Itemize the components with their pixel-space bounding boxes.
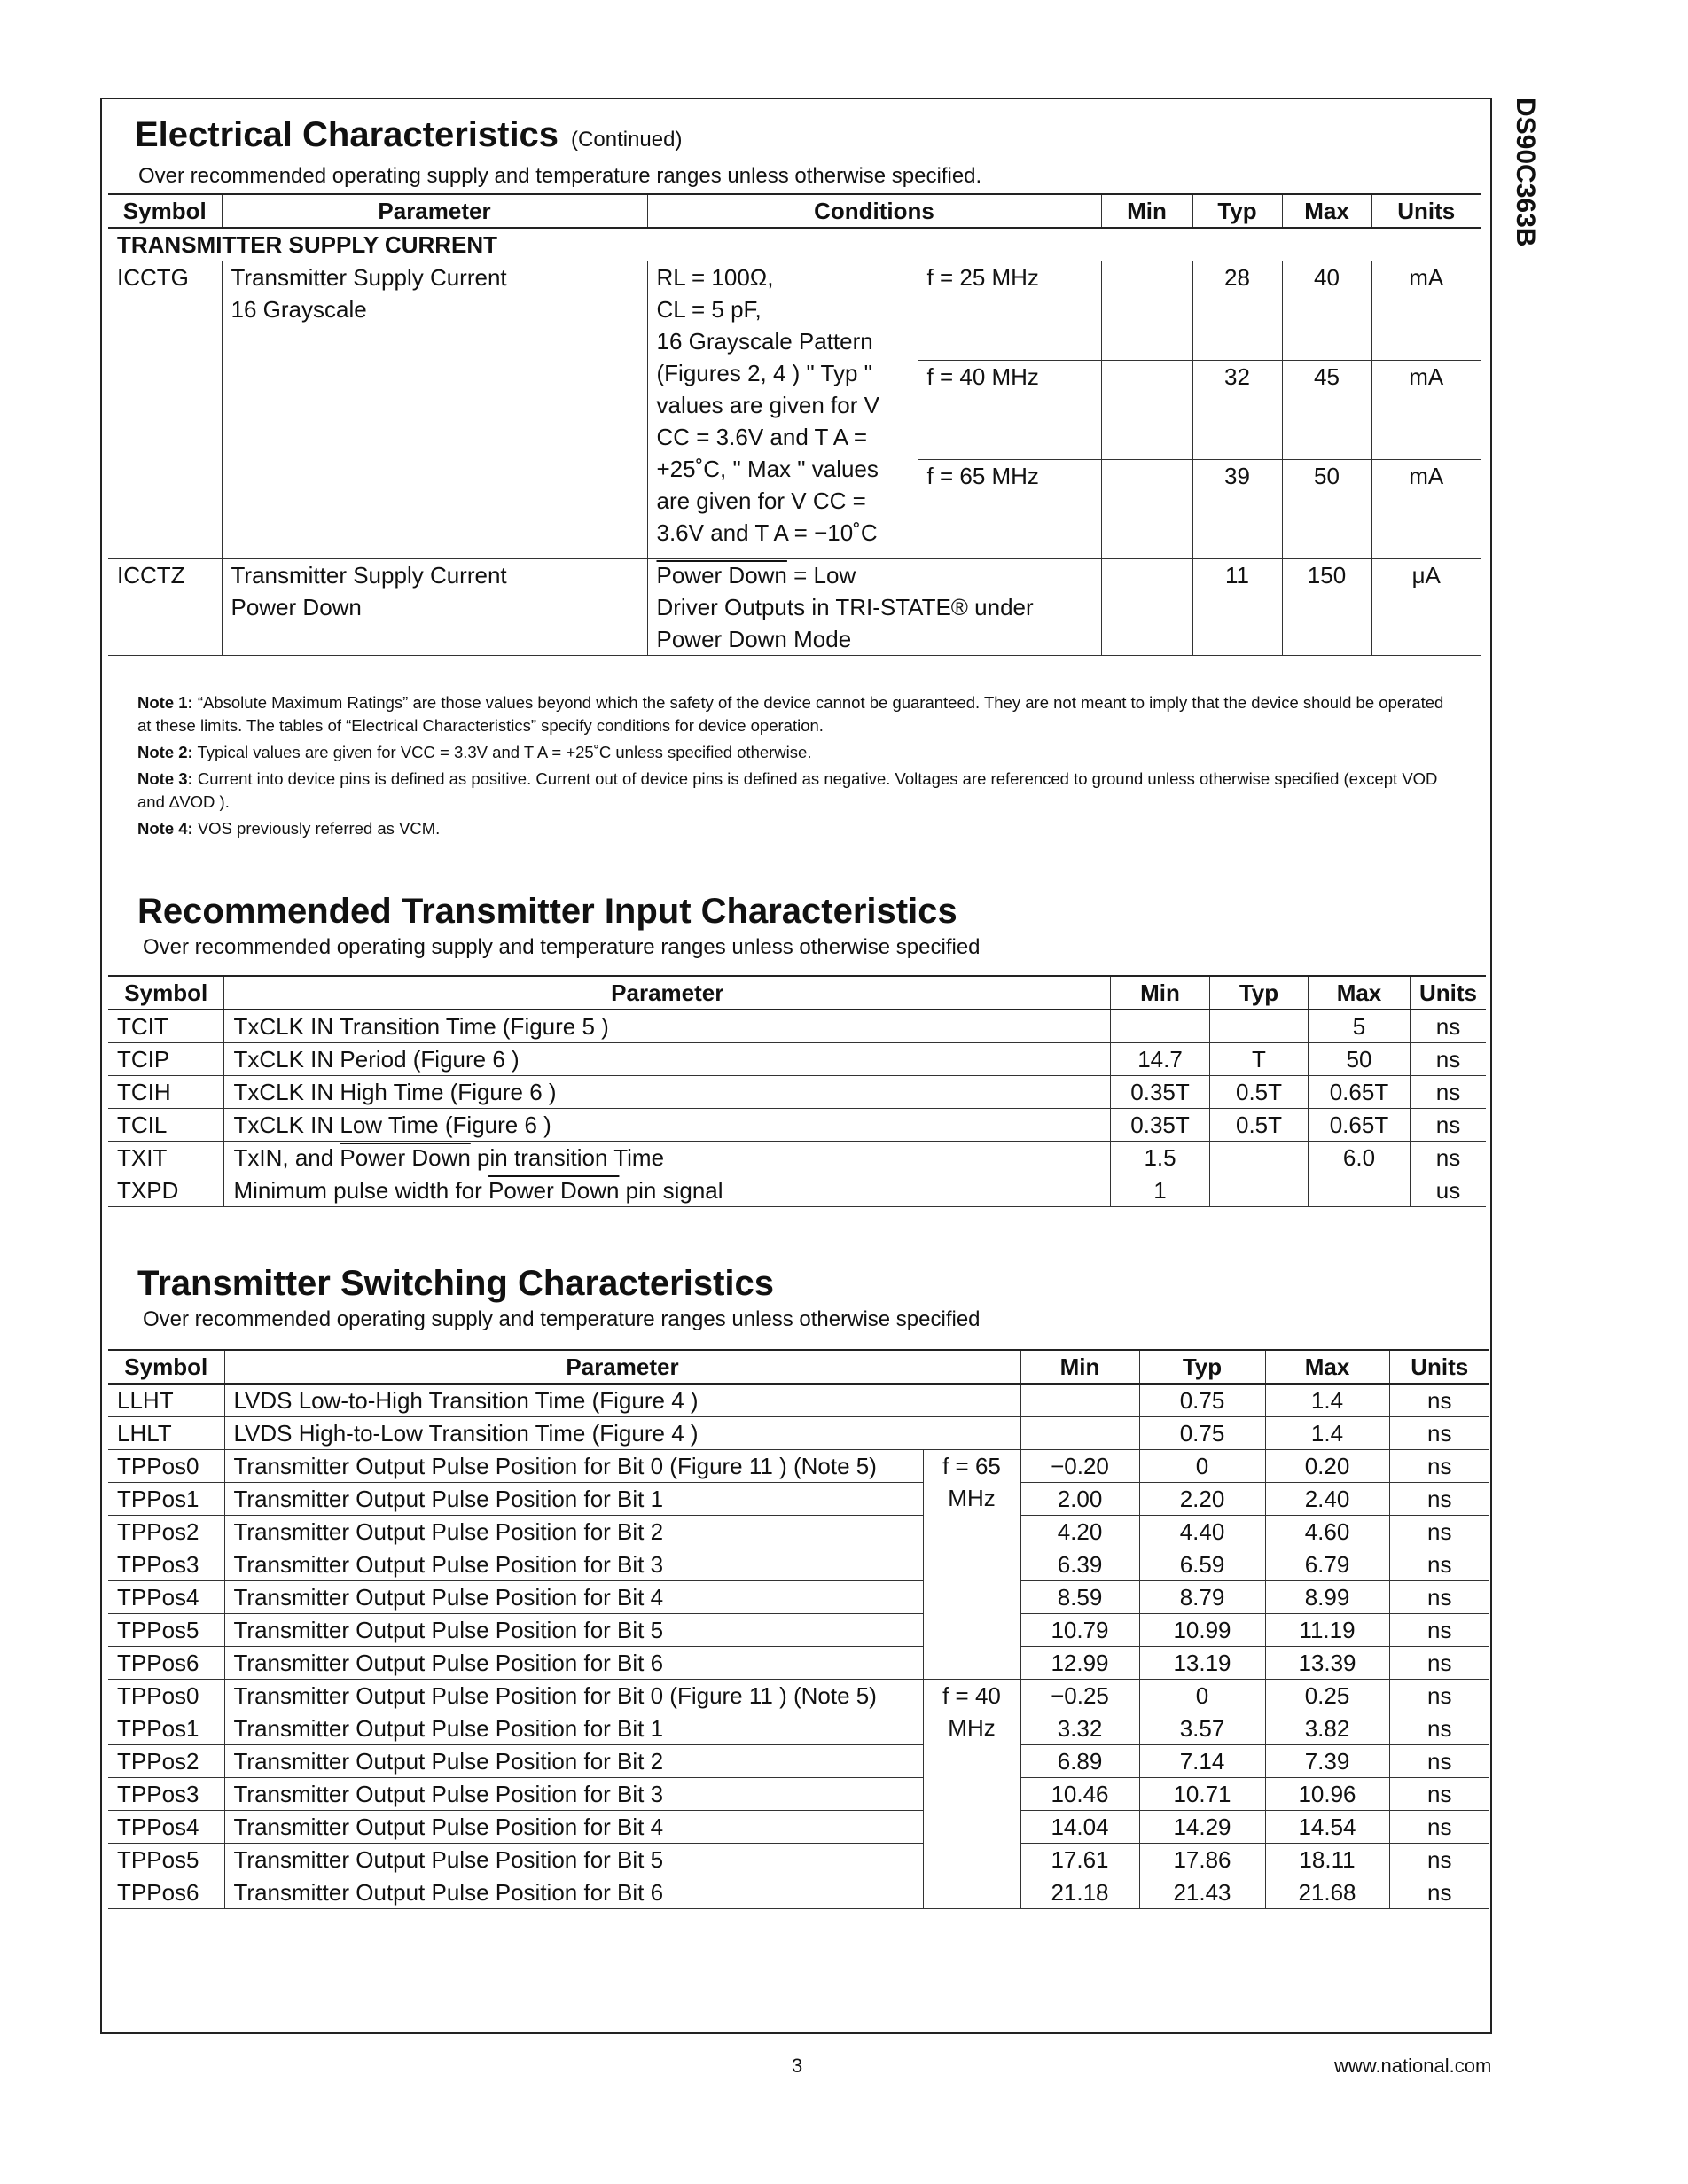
table-header-row	[108, 976, 1486, 1010]
parameter-cell: Transmitter Output Pulse Position for Bit 2	[224, 1745, 923, 1778]
note-text: “Absolute Maximum Ratings” are those values beyond which the safety of the device cannot be guaranteed. They are not meant to imply that the device should be operated at these limits. The tables of “Electrical Characteristics” specify conditions for device operation.	[137, 693, 1444, 735]
max-cell: 0.65T	[1308, 1109, 1410, 1142]
max-cell: 50	[1308, 1043, 1410, 1076]
min-cell: 21.18	[1020, 1876, 1139, 1909]
units-cell: ns	[1389, 1483, 1489, 1516]
table-row	[108, 1174, 1486, 1207]
parameter-cell: Transmitter Output Pulse Position for Bit 3	[224, 1778, 923, 1811]
units-cell: ns	[1389, 1876, 1489, 1909]
table-row	[108, 1450, 1489, 1483]
condition-line: (Figures 2, 4 ) " Typ "	[656, 360, 872, 386]
symbol-cell: LLHT	[108, 1384, 224, 1417]
parameter-cell: TxCLK IN Period (Figure 6 )	[224, 1043, 1111, 1076]
symbol-cell: TPPos3	[108, 1548, 224, 1581]
note-label: Note 2:	[137, 743, 193, 761]
col-header: Min	[1111, 976, 1210, 1010]
min-cell: 14.7	[1111, 1043, 1210, 1076]
max-cell: 11.19	[1265, 1614, 1389, 1647]
typ-cell: 0.75	[1139, 1384, 1265, 1417]
min-cell: 17.61	[1020, 1844, 1139, 1876]
parameter-cell: TxCLK IN High Time (Figure 6 )	[224, 1076, 1111, 1109]
typ-cell: 21.43	[1139, 1876, 1265, 1909]
symbol-cell: TPPos2	[108, 1745, 224, 1778]
max-cell: 6.79	[1265, 1548, 1389, 1581]
max-cell: 3.82	[1265, 1712, 1389, 1745]
min-cell: −0.20	[1020, 1450, 1139, 1483]
max-cell: 40	[1282, 261, 1372, 361]
power-down-signal: Power Down	[488, 1177, 620, 1204]
parameter-cell: Transmitter Output Pulse Position for Bit 4	[224, 1581, 923, 1614]
col-header: Parameter	[224, 1350, 1020, 1384]
typ-cell: 14.29	[1139, 1811, 1265, 1844]
typ-cell: 0	[1139, 1450, 1265, 1483]
units-cell: μA	[1372, 559, 1481, 656]
switching-characteristics-table	[108, 1349, 1489, 1909]
typ-cell: 0.75	[1139, 1417, 1265, 1450]
note	[137, 817, 1450, 840]
parameter-cell: Transmitter Output Pulse Position for Bit 1	[224, 1712, 923, 1745]
section-subtitle: Over recommended operating supply and temperature ranges unless otherwise specified	[143, 935, 981, 959]
symbol-cell: TCIL	[108, 1109, 224, 1142]
parameter-cell	[224, 1142, 1111, 1174]
min-cell	[1101, 559, 1192, 656]
units-cell: ns	[1389, 1384, 1489, 1417]
max-cell: 7.39	[1265, 1745, 1389, 1778]
symbol-cell: TPPos6	[108, 1647, 224, 1680]
parameter-cell: Transmitter Output Pulse Position for Bit 6	[224, 1876, 923, 1909]
typ-cell	[1210, 1010, 1309, 1043]
parameter-cell: Transmitter Output Pulse Position for Bit 3	[224, 1548, 923, 1581]
doc-id-sidebar	[1512, 98, 1547, 275]
units-cell: ns	[1389, 1745, 1489, 1778]
parameter-cell: Transmitter Output Pulse Position for Bit 0 (Figure 11 ) (Note 5)	[224, 1680, 923, 1712]
max-cell: 45	[1282, 361, 1372, 460]
min-cell	[1020, 1417, 1139, 1450]
units-cell: ns	[1389, 1844, 1489, 1876]
note-text: Current into device pins is defined as positive. Current out of device pins is defined as negative. Voltages are referenced to ground unless otherwise specified (except VOD and ∆VOD ).	[137, 769, 1438, 811]
table-row	[108, 1876, 1489, 1909]
units-cell: ns	[1410, 1043, 1486, 1076]
table-row	[108, 1043, 1486, 1076]
parameter-cell: LVDS High-to-Low Transition Time (Figure 4 )	[224, 1417, 1020, 1450]
condition-line: +25˚C, " Max " values	[656, 456, 879, 482]
symbol-cell: TXIT	[108, 1142, 224, 1174]
parameter-cell: LVDS Low-to-High Transition Time (Figure 4 )	[224, 1384, 1020, 1417]
table-row	[108, 1548, 1489, 1581]
min-cell	[1101, 460, 1192, 559]
parameter-text: TxIN, and	[233, 1144, 340, 1171]
table-row	[108, 1844, 1489, 1876]
symbol-cell: TPPos3	[108, 1778, 224, 1811]
parameter-line: Transmitter Supply Current	[231, 562, 507, 589]
typ-cell: 0.5T	[1210, 1109, 1309, 1142]
frequency-cell: f = 25 MHz	[918, 261, 1101, 361]
units-cell: ns	[1389, 1581, 1489, 1614]
parameter-cell: Transmitter Output Pulse Position for Bit 4	[224, 1811, 923, 1844]
condition-line: Driver Outputs in TRI-STATE® under	[656, 594, 1034, 620]
min-cell: 6.39	[1020, 1548, 1139, 1581]
col-header: Typ	[1210, 976, 1309, 1010]
condition-line: RL = 100Ω,	[656, 264, 774, 291]
units-cell: mA	[1372, 460, 1481, 559]
col-header: Max	[1265, 1350, 1389, 1384]
min-cell	[1101, 361, 1192, 460]
typ-cell: 7.14	[1139, 1745, 1265, 1778]
section-title-text: Electrical Characteristics	[135, 115, 559, 154]
parameter-cell: Transmitter Output Pulse Position for Bit 5	[224, 1844, 923, 1876]
min-cell	[1111, 1010, 1210, 1043]
table-header-row	[108, 1350, 1489, 1384]
table-row	[108, 1384, 1489, 1417]
typ-cell: 32	[1192, 361, 1282, 460]
max-cell: 1.4	[1265, 1384, 1389, 1417]
units-cell: ns	[1410, 1109, 1486, 1142]
condition-line: Power Down Mode	[656, 626, 852, 652]
units-cell: ns	[1410, 1010, 1486, 1043]
table-row	[108, 1010, 1486, 1043]
min-cell: −0.25	[1020, 1680, 1139, 1712]
section-subtitle: Over recommended operating supply and temperature ranges unless otherwise specified.	[138, 164, 982, 188]
symbol-cell: TPPos4	[108, 1581, 224, 1614]
typ-cell	[1210, 1142, 1309, 1174]
table-row	[108, 1581, 1489, 1614]
note	[137, 691, 1450, 737]
condition-line: CC = 3.6V and T A =	[656, 424, 868, 450]
section-title	[135, 113, 1465, 161]
typ-cell	[1210, 1174, 1309, 1207]
conditions-cell	[647, 261, 918, 559]
typ-cell: 28	[1192, 261, 1282, 361]
table-header-row	[108, 194, 1481, 228]
col-header: Typ	[1192, 194, 1282, 228]
table-row	[108, 1142, 1486, 1174]
parameter-text: pin signal	[619, 1177, 723, 1204]
power-down-signal: Power Down	[656, 562, 787, 589]
units-cell: ns	[1389, 1614, 1489, 1647]
parameter-cell	[222, 559, 647, 656]
min-cell: 4.20	[1020, 1516, 1139, 1548]
symbol-cell: TXPD	[108, 1174, 224, 1207]
units-cell: ns	[1410, 1142, 1486, 1174]
symbol-cell: LHLT	[108, 1417, 224, 1450]
symbol-cell: TPPos4	[108, 1811, 224, 1844]
condition-line: values are given for V	[656, 392, 879, 418]
typ-cell: 8.79	[1139, 1581, 1265, 1614]
table-row	[108, 1614, 1489, 1647]
max-cell: 13.39	[1265, 1647, 1389, 1680]
col-header: Units	[1372, 194, 1481, 228]
col-header: Units	[1389, 1350, 1489, 1384]
max-cell: 50	[1282, 460, 1372, 559]
typ-cell: 0	[1139, 1680, 1265, 1712]
col-header: Max	[1282, 194, 1372, 228]
units-cell: ns	[1389, 1778, 1489, 1811]
parameter-cell: TxCLK IN Low Time (Figure 6 )	[224, 1109, 1111, 1142]
symbol-cell: TPPos1	[108, 1483, 224, 1516]
min-cell: 8.59	[1020, 1581, 1139, 1614]
typ-cell: 4.40	[1139, 1516, 1265, 1548]
max-cell: 2.40	[1265, 1483, 1389, 1516]
frequency-line: f = 40	[942, 1682, 1001, 1709]
parameter-text: Minimum pulse width for	[233, 1177, 489, 1204]
units-cell: us	[1410, 1174, 1486, 1207]
typ-cell: 3.57	[1139, 1712, 1265, 1745]
symbol-cell: TPPos2	[108, 1516, 224, 1548]
condition-line: 3.6V and T A = −10˚C	[656, 519, 878, 546]
symbol-cell: ICCTG	[108, 261, 222, 559]
symbol-cell: TPPos1	[108, 1712, 224, 1745]
page-number: 3	[792, 2055, 803, 2077]
frequency-cell: f = 40 MHz	[918, 361, 1101, 460]
min-cell	[1020, 1384, 1139, 1417]
units-cell: ns	[1389, 1548, 1489, 1581]
symbol-cell: TPPos0	[108, 1680, 224, 1712]
footer-url: www.national.com	[1334, 2055, 1492, 2077]
condition-text: = Low	[786, 562, 856, 589]
parameter-text: pin transition Time	[470, 1144, 665, 1171]
symbol-cell: TPPos5	[108, 1844, 224, 1876]
min-cell: 2.00	[1020, 1483, 1139, 1516]
note-label: Note 1:	[137, 693, 193, 712]
typ-cell: 0.5T	[1210, 1076, 1309, 1109]
min-cell: 6.89	[1020, 1745, 1139, 1778]
note	[137, 768, 1450, 814]
units-cell: ns	[1410, 1076, 1486, 1109]
notes-block	[137, 691, 1450, 844]
max-cell: 0.20	[1265, 1450, 1389, 1483]
parameter-cell: Transmitter Output Pulse Position for Bit 6	[224, 1647, 923, 1680]
units-cell: ns	[1389, 1647, 1489, 1680]
col-header: Parameter	[222, 194, 647, 228]
condition-line: CL = 5 pF,	[656, 296, 762, 323]
table-row	[108, 1680, 1489, 1712]
min-cell: 1.5	[1111, 1142, 1210, 1174]
condition-line	[657, 559, 1092, 591]
units-cell: mA	[1372, 261, 1481, 361]
max-cell: 14.54	[1265, 1811, 1389, 1844]
parameter-cell: Transmitter Output Pulse Position for Bit 0 (Figure 11 ) (Note 5)	[224, 1450, 923, 1483]
frequency-line: MHz	[948, 1714, 996, 1741]
symbol-cell: TCIH	[108, 1076, 224, 1109]
table-row	[108, 1811, 1489, 1844]
symbol-cell: TCIT	[108, 1010, 224, 1043]
power-down-signal: Power Down	[340, 1144, 471, 1171]
table-row	[108, 1745, 1489, 1778]
col-header: Max	[1308, 976, 1410, 1010]
units-cell: ns	[1389, 1417, 1489, 1450]
section-electrical-characteristics	[135, 113, 1465, 190]
section-subtitle: Over recommended operating supply and temperature ranges unless otherwise specified	[143, 1307, 981, 1331]
col-header: Symbol	[108, 194, 222, 228]
parameter-line: Power Down	[231, 594, 362, 620]
section-title: Transmitter Switching Characteristics	[137, 1264, 775, 1303]
col-header: Parameter	[224, 976, 1111, 1010]
min-cell: 3.32	[1020, 1712, 1139, 1745]
col-header: Min	[1101, 194, 1192, 228]
units-cell: ns	[1389, 1811, 1489, 1844]
table-row	[108, 1417, 1489, 1450]
note-label: Note 4:	[137, 819, 193, 838]
frequency-line: MHz	[948, 1485, 996, 1511]
col-header: Typ	[1139, 1350, 1265, 1384]
symbol-cell: TPPos5	[108, 1614, 224, 1647]
units-cell: ns	[1389, 1450, 1489, 1483]
max-cell: 1.4	[1265, 1417, 1389, 1450]
max-cell: 18.11	[1265, 1844, 1389, 1876]
section-input-characteristics	[137, 890, 1467, 961]
typ-cell: 39	[1192, 460, 1282, 559]
group-label: TRANSMITTER SUPPLY CURRENT	[108, 228, 1481, 261]
parameter-cell: Transmitter Output Pulse Position for Bit 2	[224, 1516, 923, 1548]
col-header: Units	[1410, 976, 1486, 1010]
parameter-cell: Transmitter Output Pulse Position for Bit 5	[224, 1614, 923, 1647]
max-cell	[1308, 1174, 1410, 1207]
max-cell: 150	[1282, 559, 1372, 656]
max-cell: 5	[1308, 1010, 1410, 1043]
max-cell: 8.99	[1265, 1581, 1389, 1614]
note-text: Typical values are given for VCC = 3.3V and T A = +25˚C unless specified otherwise.	[197, 743, 812, 761]
frequency-cell	[923, 1680, 1020, 1909]
doc-id-label: DS90C363B	[1511, 98, 1540, 247]
symbol-cell: TPPos0	[108, 1450, 224, 1483]
frequency-cell: f = 65 MHz	[918, 460, 1101, 559]
parameter-cell: Transmitter Output Pulse Position for Bit 1	[224, 1483, 923, 1516]
col-header: Conditions	[647, 194, 1101, 228]
group-row	[108, 228, 1481, 261]
typ-cell: 11	[1192, 559, 1282, 656]
min-cell: 1	[1111, 1174, 1210, 1207]
min-cell: 10.79	[1020, 1614, 1139, 1647]
typ-cell: 10.71	[1139, 1778, 1265, 1811]
units-cell: ns	[1389, 1680, 1489, 1712]
min-cell: 10.46	[1020, 1778, 1139, 1811]
typ-cell: 2.20	[1139, 1483, 1265, 1516]
typ-cell: 10.99	[1139, 1614, 1265, 1647]
condition-line: are given for V CC =	[656, 488, 866, 514]
table-row	[108, 261, 1481, 361]
table-row	[108, 1076, 1486, 1109]
parameter-line: Transmitter Supply Current	[231, 264, 507, 291]
symbol-cell: TPPos6	[108, 1876, 224, 1909]
symbol-cell: TCIP	[108, 1043, 224, 1076]
condition-line: 16 Grayscale Pattern	[656, 328, 873, 355]
max-cell: 4.60	[1265, 1516, 1389, 1548]
min-cell: 0.35T	[1111, 1109, 1210, 1142]
parameter-cell	[222, 261, 647, 559]
note-label: Note 3:	[137, 769, 193, 788]
table-row	[108, 1483, 1489, 1516]
table-row	[108, 1109, 1486, 1142]
min-cell: 12.99	[1020, 1647, 1139, 1680]
parameter-line: 16 Grayscale	[231, 296, 367, 323]
table-row	[108, 1778, 1489, 1811]
max-cell: 0.65T	[1308, 1076, 1410, 1109]
note	[137, 741, 1450, 764]
electrical-characteristics-table	[108, 193, 1481, 656]
note-text: VOS previously referred as VCM.	[197, 819, 441, 838]
continued-label: (Continued)	[571, 128, 683, 152]
col-header: Min	[1020, 1350, 1139, 1384]
min-cell: 0.35T	[1111, 1076, 1210, 1109]
min-cell	[1101, 261, 1192, 361]
max-cell: 6.0	[1308, 1142, 1410, 1174]
min-cell: 14.04	[1020, 1811, 1139, 1844]
table-row	[108, 1647, 1489, 1680]
conditions-cell	[647, 559, 1101, 656]
frequency-line: f = 65	[942, 1453, 1001, 1479]
table-row	[108, 1516, 1489, 1548]
units-cell: mA	[1372, 361, 1481, 460]
section-title: Recommended Transmitter Input Characteristics	[137, 892, 957, 931]
table-row	[108, 559, 1481, 656]
parameter-cell: TxCLK IN Transition Time (Figure 5 )	[224, 1010, 1111, 1043]
col-header: Symbol	[108, 1350, 224, 1384]
parameter-cell	[224, 1174, 1111, 1207]
typ-cell: 6.59	[1139, 1548, 1265, 1581]
units-cell: ns	[1389, 1712, 1489, 1745]
frequency-cell	[923, 1450, 1020, 1680]
col-header: Symbol	[108, 976, 224, 1010]
input-characteristics-table	[108, 975, 1486, 1207]
table-row	[108, 1712, 1489, 1745]
max-cell: 21.68	[1265, 1876, 1389, 1909]
max-cell: 10.96	[1265, 1778, 1389, 1811]
units-cell: ns	[1389, 1516, 1489, 1548]
typ-cell: 17.86	[1139, 1844, 1265, 1876]
section-switching-characteristics	[137, 1262, 1467, 1333]
typ-cell: 13.19	[1139, 1647, 1265, 1680]
typ-cell: T	[1210, 1043, 1309, 1076]
max-cell: 0.25	[1265, 1680, 1389, 1712]
symbol-cell: ICCTZ	[108, 559, 222, 656]
